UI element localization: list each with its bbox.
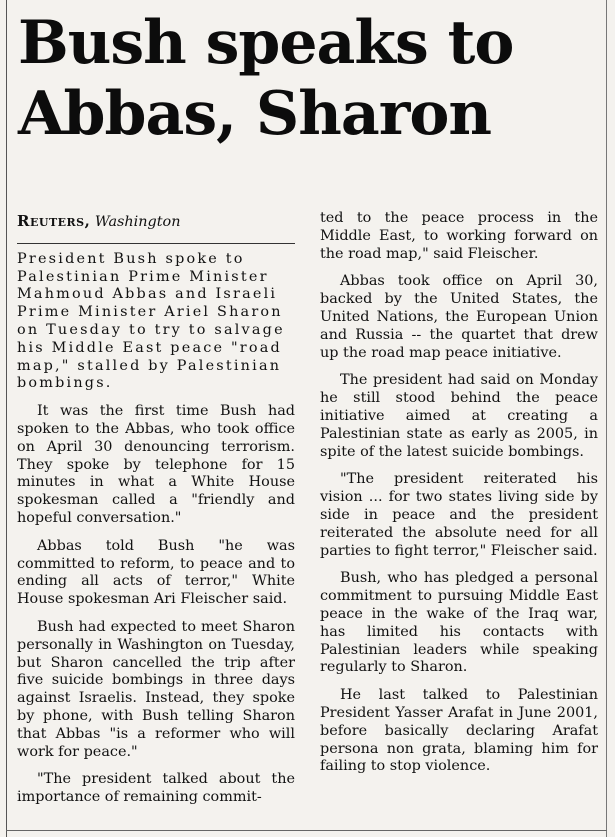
left-border-rule	[6, 0, 7, 837]
article-paragraph: Bush, who has pledged a personal commitment to pursuing Middle East peace in the wake of the Iraq war, has limited his contacts with Palestinian leaders while speaking regularly to Sharon.	[320, 570, 598, 676]
byline	[17, 213, 295, 232]
lead-paragraph: President Bush spoke to Palestinian Prime Minister Mahmoud Abbas and Israeli Prime Minister Ariel Sharon on Tuesday to try to salvage his Middle East peace "road map," stalled by Palestinian bombings.	[17, 250, 285, 392]
byline-location: Washington	[94, 214, 181, 230]
article-paragraph: It was the first time Bush had spoken to the Abbas, who took office on April 30 denouncing terrorism. They spoke by telephone for 15 minutes in what a White House spokesman called a "friendly and hopeful conversation."	[17, 403, 295, 526]
byline-divider	[17, 243, 295, 244]
article-headline: Bush speaks to Abbas, Sharon	[18, 8, 514, 149]
right-border-rule	[606, 0, 607, 837]
article-paragraph: Abbas told Bush "he was committed to reform, to peace and to ending all acts of terror," White House spokesman Ari Fleischer said.	[17, 537, 295, 608]
article-paragraph: He last talked to Palestinian President Yasser Arafat in June 2001, before basically declaring Arafat persona non grata, blaming him for failing to stop violence.	[320, 687, 598, 775]
article-column-left	[17, 213, 295, 807]
article-column-right	[320, 210, 598, 776]
byline-agency: Reuters,	[17, 212, 91, 230]
article-paragraph: "The president talked about the importance of remaining commit-	[17, 771, 295, 806]
article-paragraph: "The president reiterated his vision ... for two states living side by side in peace and the president reiterated the absolute need for all parties to fight terror," Fleischer said.	[320, 471, 598, 559]
article-paragraph: Bush had expected to meet Sharon personally in Washington on Tuesday, but Sharon cancelled the trip after five suicide bombings in three days against Israelis. Instead, they spoke by phone, with Bush telling Sharon that Abbas "is a reformer who will work for peace."	[17, 618, 295, 760]
bottom-border-rule	[6, 830, 607, 831]
article-paragraph-continued: ted to the peace process in the Middle East, to working forward on the road map," said Fleischer.	[320, 210, 598, 262]
article-paragraph: Abbas took office on April 30, backed by the United States, the United Nations, the European Union and Russia -- the quartet that drew up the road map peace initiative.	[320, 273, 598, 361]
article-paragraph: The president had said on Monday he still stood behind the peace initiative aimed at creating a Palestinian state as early as 2005, in spite of the latest suicide bombings.	[320, 372, 598, 460]
